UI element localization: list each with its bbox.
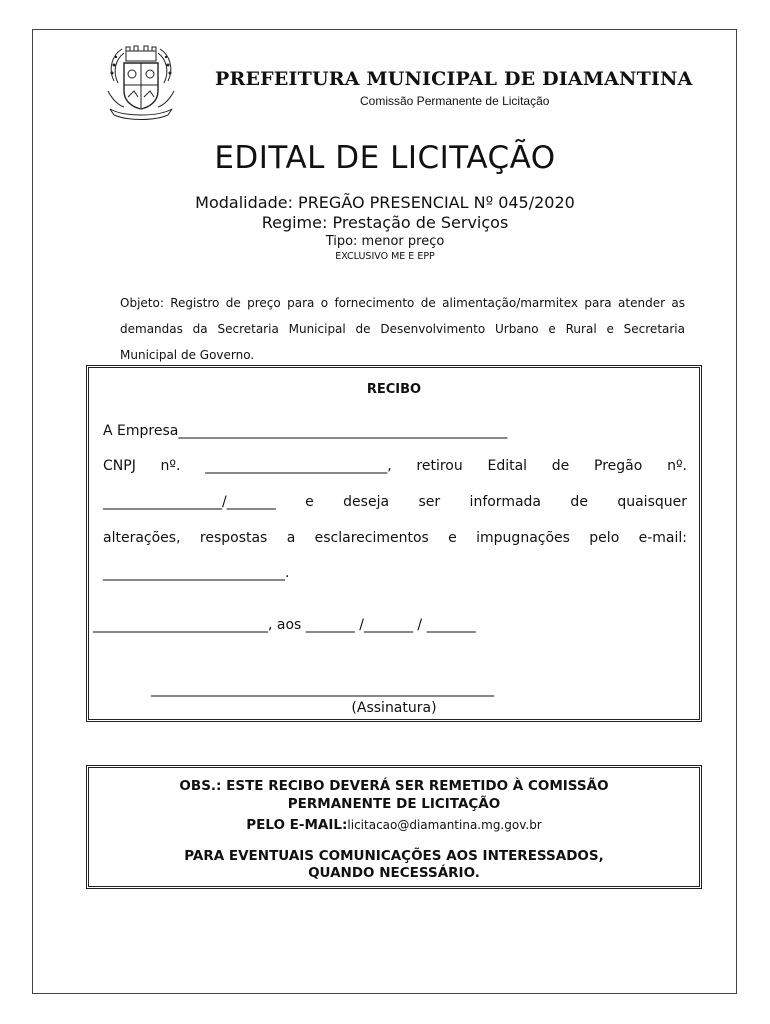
- page-title: EDITAL DE LICITAÇÃO: [214, 140, 556, 176]
- objeto-paragraph: Objeto: Registro de preço para o fornecimento de alimentação/marmitex para atender as demandas da Secretaria Municipal de Desenvolvimento Urbano e Rural e Secretaria Municipal de Governo.: [120, 296, 685, 362]
- obs-box: [88, 767, 700, 887]
- recibo-edital-line: _________________/_______ e deseja ser informada de quaisquer: [103, 494, 687, 510]
- obs-line-5: QUANDO NECESSÁRIO.: [308, 865, 480, 881]
- recibo-box: [88, 367, 700, 720]
- org-subtitle: Comissão Permanente de Licitação: [360, 94, 550, 108]
- recibo-date-line: _________________________, aos _______ /_______ / _______: [93, 617, 476, 633]
- modalidade-text: Modalidade: PREGÃO PRESENCIAL Nº 045/2020: [195, 193, 575, 212]
- recibo-cnpj-line: CNPJ nº. __________________________, retirou Edital de Pregão nº.: [103, 458, 687, 474]
- tipo-text: Tipo: menor preço: [325, 234, 445, 249]
- recibo-email-line: __________________________.: [103, 565, 290, 581]
- obs-line-4: PARA EVENTUAIS COMUNICAÇÕES AOS INTERESSADOS,: [184, 848, 604, 864]
- regime-text: Regime: Prestação de Serviços: [261, 213, 509, 232]
- obs-line-2: PERMANENTE DE LICITAÇÃO: [287, 796, 501, 812]
- signature-label: (Assinatura): [351, 700, 437, 716]
- exclusivo-text: EXCLUSIVO ME E EPP: [335, 251, 435, 262]
- recibo-title: RECIBO: [366, 382, 422, 397]
- signature-line: _________________________________________________: [151, 681, 494, 697]
- obs-email-line: [89, 814, 699, 833]
- obs-email-address: licitacao@diamantina.mg.gov.br: [347, 818, 542, 832]
- obs-line-1: OBS.: ESTE RECIBO DEVERÁ SER REMETIDO À COMISSÃO: [179, 778, 609, 794]
- recibo-empresa-line: A Empresa_______________________________________________: [103, 423, 508, 439]
- coat-of-arms-icon: [104, 43, 178, 121]
- obs-email-label: PELO E-MAIL:: [246, 817, 348, 833]
- recibo-email-intro-line: alterações, respostas a esclarecimentos e impugnações pelo e-mail:: [103, 530, 687, 546]
- org-title: PREFEITURA MUNICIPAL DE DIAMANTINA: [215, 68, 693, 90]
